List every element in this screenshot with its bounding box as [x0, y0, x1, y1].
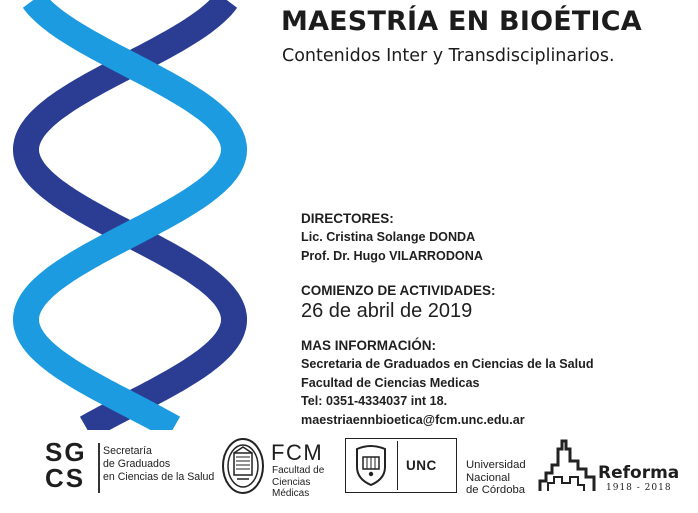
reforma-building-icon — [538, 437, 596, 495]
sgcs-line: Secretaría — [103, 445, 152, 457]
page-subtitle: Contenidos Inter y Transdisciplinarios. — [282, 46, 615, 66]
unc-logo-abbr: UNC — [406, 458, 437, 473]
unc-line: Nacional — [466, 471, 510, 484]
info-email[interactable]: maestriaennbioetica@fcm.unc.edu.ar — [301, 412, 525, 427]
sgcs-mark-bottom: CS — [45, 463, 86, 493]
start-section — [301, 282, 496, 322]
sgcs-mark-top: SG — [45, 437, 87, 467]
info-phone: Tel: 0351-4334037 int 18. — [301, 394, 448, 408]
unc-line: de Córdoba — [466, 484, 526, 496]
director-name: Lic. Cristina Solange DONDA — [301, 230, 476, 244]
start-label: COMIENZO DE ACTIVIDADES: — [301, 283, 496, 298]
directors-section — [301, 210, 483, 265]
fcm-line: Médicas — [272, 488, 310, 499]
more-info-section — [301, 337, 594, 429]
directors-label: DIRECTORES: — [301, 211, 394, 226]
page-title: MAESTRÍA EN BIOÉTICA — [281, 6, 642, 37]
info-office: Secretaria de Graduados en Ciencias de la Salud — [301, 357, 594, 371]
sgcs-logo-text — [103, 445, 214, 484]
unc-logo-divider — [397, 441, 398, 490]
sgcs-divider — [98, 443, 100, 493]
fcm-logo-name: FCM — [271, 440, 324, 465]
unc-shield-icon — [353, 443, 389, 487]
fcm-line: Ciencias — [272, 476, 311, 488]
info-faculty: Facultad de Ciencias Medicas — [301, 375, 480, 390]
reforma-logo-years: 1918 - 2018 — [606, 483, 672, 493]
director-name: Prof. Dr. Hugo VILARRODONA — [301, 248, 483, 263]
dna-helix-graphic — [0, 0, 270, 430]
fcm-logo-text — [272, 465, 324, 500]
reforma-logo-name: Reforma — [598, 463, 680, 483]
sgcs-logo-mark — [45, 439, 99, 491]
fcm-line: Facultad de — [272, 465, 325, 476]
unc-logo-text — [466, 459, 526, 497]
sgcs-line: en Ciencias de la Salud — [103, 471, 215, 483]
more-info-label: MAS INFORMACIÓN: — [301, 338, 436, 353]
start-date: 26 de abril de 2019 — [301, 300, 473, 322]
sgcs-line: de Graduados — [103, 458, 171, 470]
unc-line: Universidad — [466, 459, 526, 471]
university-seal-icon — [221, 437, 265, 495]
